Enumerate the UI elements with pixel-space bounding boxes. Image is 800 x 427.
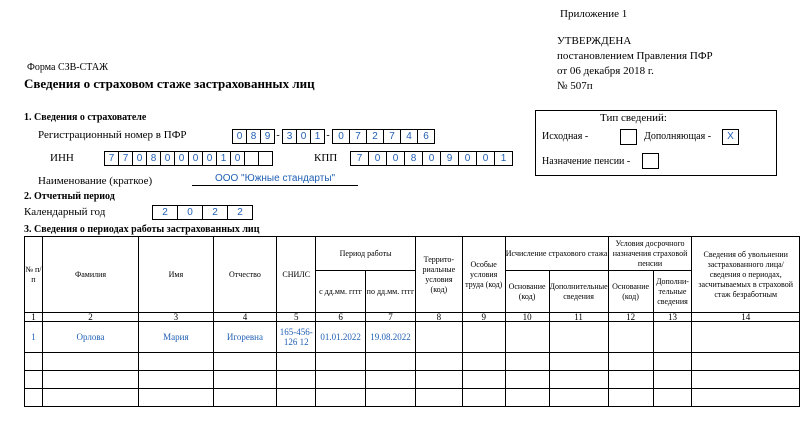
table-row [25, 371, 800, 389]
inn-digit[interactable]: 7 [118, 151, 133, 166]
header-territorial: Террито-риальные условия (код) [415, 237, 462, 313]
row-cell[interactable] [139, 353, 213, 371]
section2-title: 2. Отчетный период [24, 191, 115, 202]
approval-line-3: № 507п [557, 80, 593, 92]
row-period-to[interactable]: 19.08.2022 [366, 322, 416, 353]
inn-digit[interactable]: 1 [216, 151, 231, 166]
kpp-digit[interactable]: 9 [440, 151, 459, 166]
reg-digit[interactable]: 0 [332, 129, 350, 144]
reg-digit[interactable]: 3 [282, 129, 297, 144]
kpp-digit[interactable]: 8 [404, 151, 423, 166]
info-type-box [535, 110, 777, 176]
row-surname[interactable]: Орлова [42, 322, 138, 353]
row-cell[interactable] [415, 389, 462, 407]
inn-digit[interactable] [258, 151, 273, 166]
row-cell[interactable] [213, 353, 277, 371]
col-number: 6 [316, 313, 366, 322]
year-digit[interactable]: 2 [152, 205, 178, 220]
row-cell[interactable] [505, 389, 549, 407]
col-number: 1 [25, 313, 43, 322]
work-periods-table [24, 236, 800, 407]
row-cell[interactable] [42, 371, 138, 389]
row-cell[interactable] [692, 371, 800, 389]
col-number: 7 [366, 313, 416, 322]
row-cell[interactable] [549, 353, 608, 371]
pension-checkbox[interactable] [642, 153, 659, 169]
reg-digit[interactable]: 4 [400, 129, 418, 144]
reg-separator: - [276, 130, 280, 141]
section3-title: 3. Сведения о периодах работы застрахованных лиц [24, 224, 260, 235]
col-number: 14 [692, 313, 800, 322]
row-cell[interactable] [549, 322, 608, 353]
year-label: Календарный год [24, 206, 106, 218]
info-type-title: Тип сведений: [600, 112, 667, 124]
org-name-label: Наименование (краткое) [38, 175, 153, 187]
row-cell[interactable] [42, 389, 138, 407]
row-cell[interactable] [316, 371, 366, 389]
table-row [25, 322, 800, 353]
row-cell[interactable] [608, 371, 653, 389]
inn-digit[interactable]: 0 [202, 151, 217, 166]
row-cell[interactable] [415, 371, 462, 389]
kpp-digit[interactable]: 0 [368, 151, 387, 166]
row-num[interactable]: 1 [25, 322, 43, 353]
row-cell[interactable] [653, 353, 692, 371]
inn-field[interactable] [104, 151, 272, 166]
header-period: Период работы [316, 237, 416, 271]
reg-separator: - [326, 130, 330, 141]
row-cell[interactable] [462, 371, 505, 389]
row-cell[interactable] [25, 389, 43, 407]
kpp-digit[interactable]: 1 [494, 151, 513, 166]
col-number: 9 [462, 313, 505, 322]
row-cell[interactable] [277, 389, 316, 407]
inn-digit[interactable]: 8 [146, 151, 161, 166]
header-ins-extra: Дополнительные сведения [549, 271, 608, 313]
inn-digit[interactable]: 0 [174, 151, 189, 166]
header-early: Условия досрочного назначения страховой пенсии [608, 237, 692, 271]
approval-line-2: от 06 декабря 2018 г. [557, 65, 654, 77]
header-surname: Фамилия [42, 237, 138, 313]
initial-checkbox[interactable] [620, 129, 637, 145]
kpp-digit[interactable]: 7 [350, 151, 369, 166]
reg-digit[interactable]: 0 [296, 129, 311, 144]
row-cell[interactable] [277, 371, 316, 389]
row-cell[interactable] [139, 389, 213, 407]
inn-digit[interactable]: 0 [160, 151, 175, 166]
row-cell[interactable] [692, 389, 800, 407]
reg-number-field[interactable] [232, 129, 434, 144]
header-snils: СНИЛС [277, 237, 316, 313]
col-number: 12 [608, 313, 653, 322]
reg-digit[interactable]: 1 [310, 129, 325, 144]
row-cell[interactable] [366, 371, 416, 389]
reg-digit[interactable]: 2 [366, 129, 384, 144]
reg-digit[interactable]: 6 [417, 129, 435, 144]
col-number: 2 [42, 313, 138, 322]
header-insurance: Исчисление страхового стажа [505, 237, 608, 271]
row-period-from[interactable]: 01.01.2022 [316, 322, 366, 353]
reg-number-label: Регистрационный номер в ПФР [38, 129, 187, 141]
table-row [25, 389, 800, 407]
row-cell[interactable] [462, 389, 505, 407]
header-period-to: по дд.мм. гггг [366, 271, 416, 313]
row-cell[interactable] [608, 322, 653, 353]
section1-title: 1. Сведения о страхователе [24, 112, 147, 123]
row-cell[interactable] [653, 371, 692, 389]
inn-digit[interactable] [244, 151, 259, 166]
row-cell[interactable] [139, 371, 213, 389]
approved-label: УТВЕРЖДЕНА [557, 35, 632, 47]
row-cell[interactable] [316, 353, 366, 371]
col-number: 8 [415, 313, 462, 322]
row-cell[interactable] [692, 322, 800, 353]
reg-digit[interactable]: 7 [383, 129, 401, 144]
header-special: Особые условия труда (код) [462, 237, 505, 313]
col-number: 13 [653, 313, 692, 322]
reg-digit[interactable]: 8 [246, 129, 261, 144]
row-cell[interactable] [505, 322, 549, 353]
col-number: 10 [505, 313, 549, 322]
kpp-digit[interactable]: 0 [422, 151, 441, 166]
year-field[interactable] [152, 205, 252, 220]
inn-digit[interactable]: 0 [230, 151, 245, 166]
header-patronymic: Отчество [213, 237, 277, 313]
row-cell[interactable] [213, 389, 277, 407]
inn-digit[interactable]: 0 [188, 151, 203, 166]
row-cell[interactable] [316, 389, 366, 407]
additional-checkbox[interactable]: X [722, 129, 739, 145]
row-patronymic[interactable]: Игоревна [213, 322, 277, 353]
year-digit[interactable]: 0 [177, 205, 203, 220]
row-cell[interactable] [608, 353, 653, 371]
inn-label: ИНН [50, 152, 74, 164]
row-name[interactable]: Мария [139, 322, 213, 353]
kpp-field[interactable] [350, 151, 512, 166]
row-cell[interactable] [549, 371, 608, 389]
header-early-basis: Основание (код) [608, 271, 653, 313]
header-period-from: с дд.мм. гггг [316, 271, 366, 313]
row-cell[interactable] [653, 389, 692, 407]
header-dismissal: Сведения об увольнении застрахованного лица/сведения о периодах, засчитываемых в страховой стаж безработным [692, 237, 800, 313]
form-code: Форма СЗВ-СТАЖ [27, 62, 109, 73]
row-cell[interactable] [415, 322, 462, 353]
col-number: 11 [549, 313, 608, 322]
pension-label: Назначение пенсии - [542, 156, 631, 167]
row-snils[interactable]: 165-456-126 12 [277, 322, 316, 353]
row-cell[interactable] [213, 371, 277, 389]
row-cell[interactable] [549, 389, 608, 407]
kpp-digit[interactable]: 0 [476, 151, 495, 166]
col-number: 4 [213, 313, 277, 322]
row-cell[interactable] [505, 371, 549, 389]
row-cell[interactable] [692, 353, 800, 371]
org-name-field[interactable]: ООО "Южные стандарты" [192, 172, 358, 186]
approval-line-1: постановлением Правления ПФР [557, 50, 713, 62]
row-cell[interactable] [25, 353, 43, 371]
reg-digit[interactable]: 9 [260, 129, 275, 144]
kpp-label: КПП [314, 152, 338, 164]
col-number: 5 [277, 313, 316, 322]
header-name: Имя [139, 237, 213, 313]
initial-label: Исходная - [542, 131, 589, 142]
form-title: Сведения о страховом стаже застрахованных лиц [24, 76, 315, 91]
header-ins-basis: Основание (код) [505, 271, 549, 313]
row-cell[interactable] [608, 389, 653, 407]
year-digit[interactable]: 2 [202, 205, 228, 220]
col-number: 3 [139, 313, 213, 322]
row-cell[interactable] [25, 371, 43, 389]
additional-label: Дополняющая - [644, 131, 712, 142]
header-num: № п/п [25, 237, 43, 313]
row-cell[interactable] [366, 353, 416, 371]
row-cell[interactable] [462, 353, 505, 371]
inn-digit[interactable]: 7 [104, 151, 119, 166]
reg-digit[interactable]: 7 [349, 129, 367, 144]
row-cell[interactable] [277, 353, 316, 371]
header-early-extra: Дополни-тельные сведения [653, 271, 692, 313]
reg-digit[interactable]: 0 [232, 129, 247, 144]
appendix-label: Приложение 1 [560, 8, 628, 20]
row-cell[interactable] [415, 353, 462, 371]
kpp-digit[interactable]: 0 [386, 151, 405, 166]
inn-digit[interactable]: 0 [132, 151, 147, 166]
row-cell[interactable] [366, 389, 416, 407]
row-cell[interactable] [653, 322, 692, 353]
kpp-digit[interactable]: 0 [458, 151, 477, 166]
row-cell[interactable] [505, 353, 549, 371]
row-cell[interactable] [42, 353, 138, 371]
table-row [25, 353, 800, 371]
year-digit[interactable]: 2 [227, 205, 253, 220]
row-cell[interactable] [462, 322, 505, 353]
